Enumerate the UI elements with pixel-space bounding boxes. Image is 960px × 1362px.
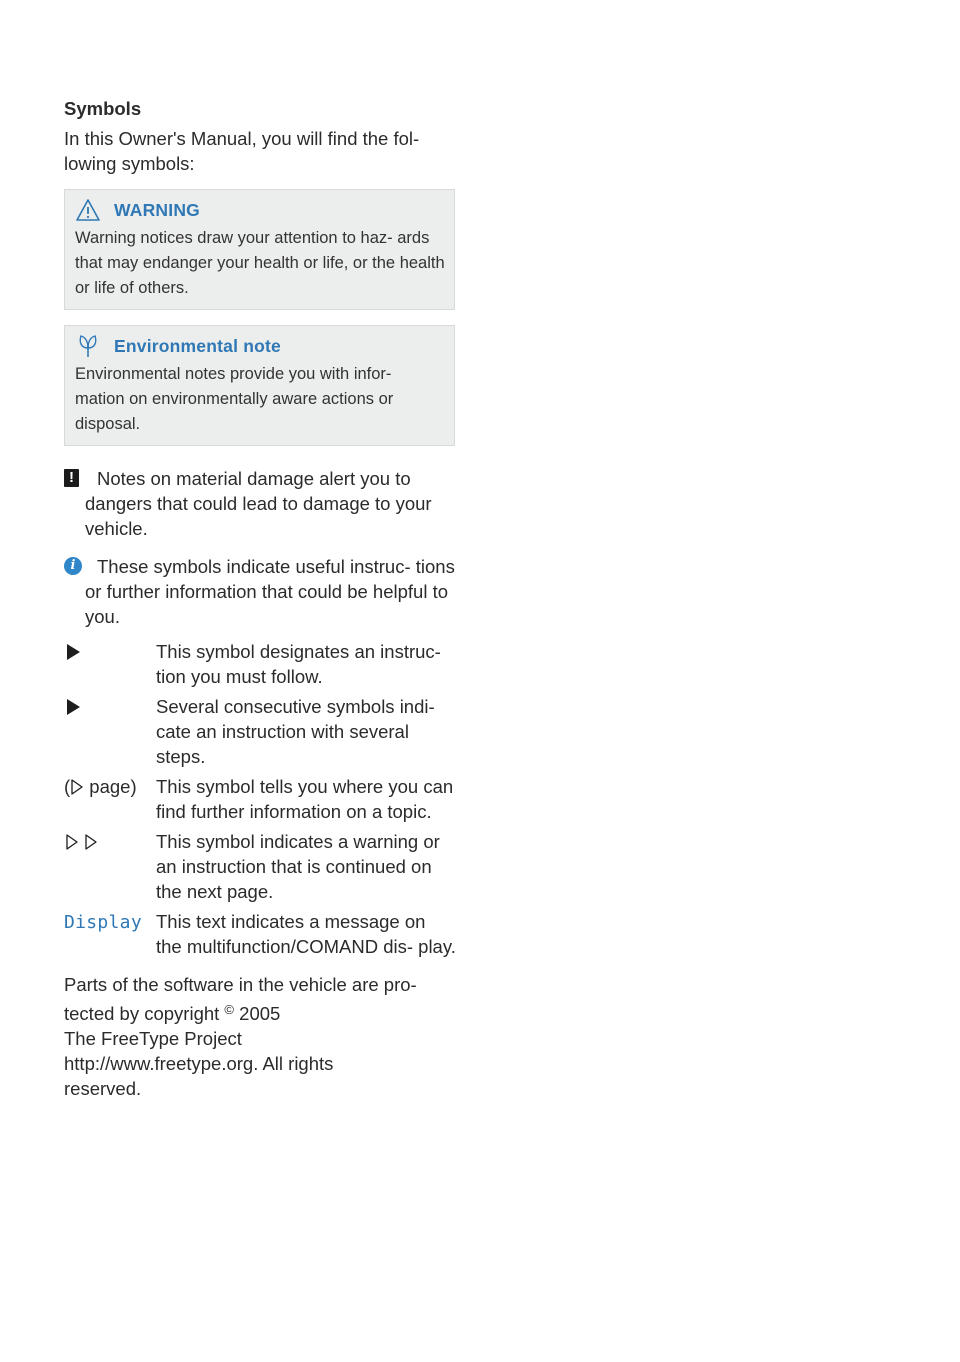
copyright-paragraph [64, 972, 456, 1101]
page-column [64, 96, 456, 1101]
environmental-title-row [75, 332, 445, 360]
warning-box [64, 189, 455, 310]
copyright-symbol: © [224, 1002, 235, 1017]
symbol-description: Several consecutive symbols indi- cate an instruction with several steps. [156, 696, 435, 767]
footer-line: reserved. [64, 1078, 142, 1099]
symbol-key [64, 909, 156, 959]
symbol-row [64, 694, 456, 769]
symbol-key [64, 829, 156, 904]
symbol-description: This symbol designates an instruc- tion you must follow. [156, 641, 441, 687]
leaf-bulb-icon [75, 333, 101, 359]
symbol-description: This symbol tells you where you can find further information on a topic. [156, 776, 454, 822]
display-key: Display [64, 912, 142, 933]
section-heading: Symbols [64, 98, 142, 119]
exclamation-icon: ! [64, 469, 79, 487]
material-damage-text: Notes on material damage alert you to dangers that could lead to damage to your vehicle. [85, 468, 432, 539]
intro-paragraph: In this Owner's Manual, you will find the fol- lowing symbols: [64, 128, 420, 174]
outline-triangle-icon [70, 779, 84, 795]
double-outline-triangle-icon [64, 834, 102, 850]
info-icon: i [64, 557, 82, 575]
environmental-text: Environmental notes provide you with infor- mation on environmentally aware actions or disposal. [75, 365, 394, 433]
footer-line [64, 997, 456, 1026]
footer-text: 2005 [234, 1003, 281, 1024]
warning-triangle-icon [75, 197, 101, 223]
symbol-key [64, 774, 156, 824]
environmental-title: Environmental note [114, 335, 281, 356]
symbol-row [64, 639, 456, 689]
warning-title-row [75, 196, 445, 224]
environmental-note-box [64, 325, 455, 446]
filled-triangle-icon [67, 699, 80, 715]
footer-text: tected by copyright [64, 1003, 225, 1024]
warning-title: WARNING [114, 199, 200, 220]
page-ref-open: ( [64, 776, 71, 797]
symbol-key [64, 694, 156, 769]
symbol-table [64, 639, 456, 959]
info-note [64, 554, 456, 629]
symbol-key [64, 639, 156, 689]
material-damage-note [64, 466, 456, 541]
symbol-row [64, 829, 456, 904]
symbol-row [64, 774, 456, 824]
symbol-description: This symbol indicates a warning or an instruction that is continued on the next page. [156, 831, 440, 902]
symbol-row [64, 909, 456, 959]
filled-triangle-icon [67, 644, 80, 660]
footer-line: Parts of the software in the vehicle are pro- [64, 974, 417, 995]
warning-text: Warning notices draw your attention to haz- ards that may endanger your health or life, or the health or life of others. [75, 229, 445, 297]
symbol-description: This text indicates a message on the multifunction/COMAND dis- play. [156, 911, 456, 957]
footer-url-line: http://www.freetype.org. All rights [64, 1053, 334, 1074]
footer-line: The FreeType Project [64, 1028, 242, 1049]
info-text: These symbols indicate useful instruc- tions or further information that could be helpful to you. [85, 556, 455, 627]
page-ref-close: page) [84, 776, 137, 797]
